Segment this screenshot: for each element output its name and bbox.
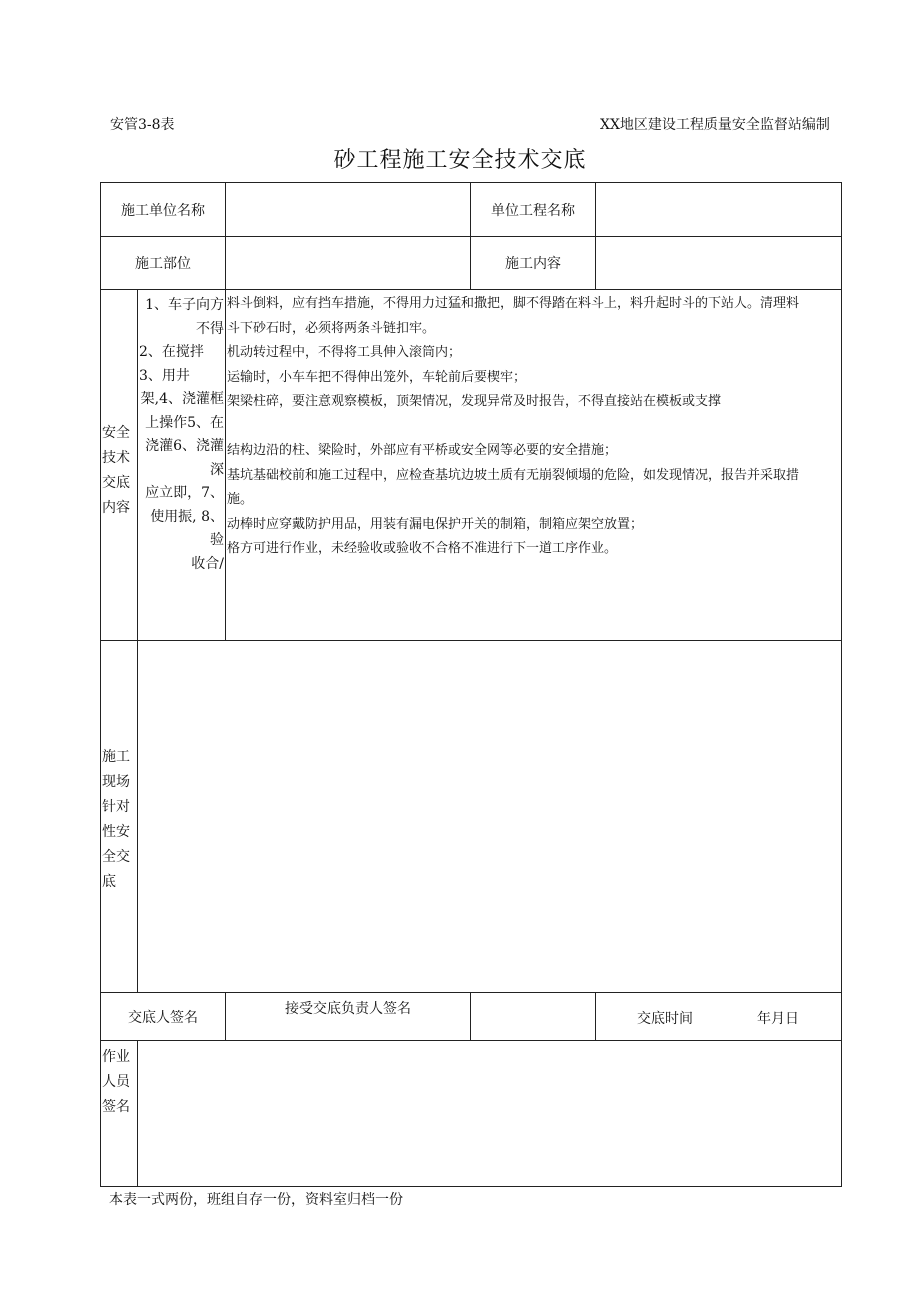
safety-line: 动棒时应穿戴防护用品，用装有漏电保护开关的制箱，制箱应架空放置；	[227, 516, 644, 532]
safety-side-label: 安全 技术 交底 内容	[102, 425, 130, 516]
safety-line: 运输时，小车车把不得伸出笼外，车轮前后要楔牢；	[227, 369, 527, 385]
disclosure-date[interactable]: 年月日	[757, 1011, 799, 1027]
safety-line: 斗下砂石时，必须将两条斗链扣牢。	[227, 320, 436, 336]
safety-line: 结构边沿的柱、梁险时，外部应有平桥或安全网等必要的安全措施；	[227, 443, 618, 458]
safety-content	[227, 292, 839, 562]
label-construction-unit: 施工单位名称	[121, 202, 205, 219]
construction-content-field[interactable]	[596, 237, 841, 289]
construction-part-field[interactable]	[226, 237, 470, 289]
safety-line	[227, 415, 839, 440]
label-construction-content: 施工内容	[505, 256, 561, 272]
safety-line: 基坑基础校前和施工过程中，应检查基坑边坡土质有无崩裂倾塌的危险，如发现情况，报告并采取措	[227, 467, 800, 483]
form-code: 安管3-8表	[110, 117, 175, 133]
issuer-text: XX地区建设工程质量安全监督站编制	[600, 117, 830, 133]
label-disclosure-time: 交底时间	[637, 1011, 693, 1027]
safety-item-prefixes: 1、车子向方 不得 2、在搅拌 3、用井 架,4、浇灌框 上操作5、在 浇灌6、浇灌 深 应立即，7、 使用振, 8、验 收合/	[139, 297, 224, 572]
workers-side-label: 作业 人员 签名	[102, 1049, 130, 1115]
onsite-side-label: 施工 现场 针对 性安 全交 底	[102, 749, 130, 890]
page-title: 砂工程施工安全技术交底	[333, 148, 587, 173]
safety-line: 架梁柱碎，要注意观察模板，顶架情况，发现异常及时报告，不得直接站在模板或支撑	[227, 394, 722, 409]
workers-signature-area[interactable]	[139, 1042, 840, 1185]
onsite-disclosure-area[interactable]	[139, 642, 840, 991]
construction-unit-field[interactable]	[226, 183, 470, 236]
label-receiver-signature: 接受交底负责人签名	[285, 1001, 411, 1017]
label-project-name: 单位工程名称	[491, 202, 575, 219]
safety-line: 施。	[227, 492, 254, 507]
safety-line: 料斗倒料，应有挡车措施，不得用力过猛和撒把，脚不得踏在料斗上，料升起时斗的下站人。清理料	[227, 296, 800, 311]
footer-note: 本表一式两份，班组自存一份，资料室归档一份	[109, 1192, 403, 1208]
safety-line: 机动转过程中，不得将工具伸入滚筒内；	[227, 345, 462, 360]
project-name-field[interactable]	[596, 183, 841, 236]
receiver-signature-field[interactable]	[471, 993, 595, 1040]
label-construction-part: 施工部位	[135, 256, 191, 272]
safety-line: 格方可进行作业，未经验收或验收不合格不准进行下一道工序作业。	[227, 541, 618, 556]
label-discloser-signature: 交底人签名	[128, 1009, 198, 1026]
